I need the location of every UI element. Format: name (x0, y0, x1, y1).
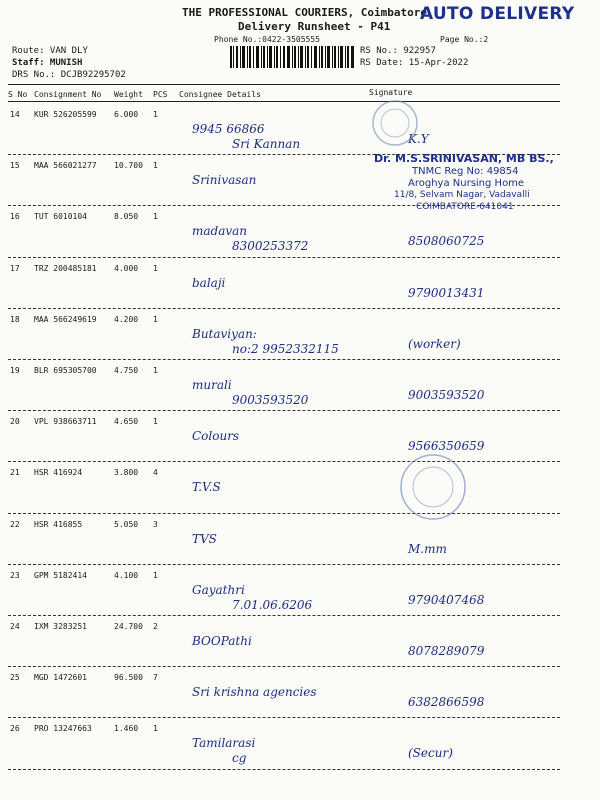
row-pcs: 1 (153, 417, 158, 427)
row-weight: 4.750 (114, 366, 139, 375)
row-divider (8, 615, 560, 616)
row-divider (8, 257, 560, 258)
row-divider (8, 769, 560, 770)
row-consignment: VPL 938663711 (34, 417, 97, 427)
consignee-handwritten-2: Sri Kannan (232, 137, 301, 151)
row-sno: 26 (10, 724, 20, 734)
row-divider (8, 513, 560, 514)
row-divider (8, 564, 560, 565)
signature-handwritten: 6382866598 (408, 695, 485, 710)
doctor-stamp (372, 148, 572, 218)
consignee-handwritten: Gayathri (192, 582, 245, 597)
row-sno: 16 (10, 212, 20, 222)
row-pcs: 3 (153, 519, 158, 529)
row-weight: 3.800 (114, 468, 139, 478)
row-sno: 19 (10, 366, 20, 375)
rs-date: RS Date: 15-Apr-2022 (360, 58, 469, 68)
consignee-handwritten-2: 8300253372 (232, 239, 309, 254)
row-sno: 17 (10, 263, 20, 273)
col-weight: Weight (114, 90, 143, 99)
row-consignment: TUT 6010104 (34, 212, 87, 222)
row-pcs: 1 (153, 724, 158, 734)
row-divider (8, 717, 560, 718)
consignee-handwritten: Tamilarasi (192, 736, 256, 751)
signature-handwritten: (worker) (408, 336, 461, 351)
row-pcs: 2 (153, 622, 158, 631)
stamp-line-1: Dr. M.S.SRINIVASAN, MB BS., (374, 152, 554, 165)
row-divider (8, 308, 560, 309)
row-divider (8, 410, 560, 411)
row-sno: 18 (10, 314, 20, 324)
row-divider (8, 461, 560, 462)
row-consignment: MGD 1472601 (34, 673, 87, 683)
stamp-line-4: 11/8, Selvam Nagar, Vadavalli (394, 190, 530, 200)
row-sno: 14 (10, 110, 20, 119)
consignee-handwritten: BOOPathi (192, 634, 252, 648)
row-sno: 22 (10, 519, 20, 529)
row-weight: 6.000 (114, 110, 139, 119)
stamp-line-5: COIMBATORE-641041 (416, 202, 514, 212)
row-pcs: 1 (153, 366, 158, 375)
staff: Staff: MUNISH (12, 58, 83, 68)
signature-handwritten: 9003593520 (408, 388, 485, 402)
col-consignee: Consignee Details (179, 90, 261, 99)
consignee-handwritten: T.V.S (192, 480, 221, 495)
row-pcs: 1 (153, 161, 158, 171)
header-rule-top (8, 84, 560, 85)
row-sno: 21 (10, 468, 20, 478)
row-consignment: HSR 416855 (34, 519, 83, 529)
signature-handwritten: 9790407468 (408, 592, 485, 607)
row-weight: 10.700 (114, 161, 143, 171)
consignee-handwritten: Colours (192, 429, 240, 444)
stamp-line-2: TNMC Reg No: 49854 (412, 166, 519, 177)
row-pcs: 1 (153, 314, 158, 324)
row-sno: 25 (10, 673, 20, 683)
phone-number: Phone No.:0422-3505555 (214, 35, 320, 44)
runsheet-title: Delivery Runsheet - P41 (238, 20, 391, 33)
row-sno: 20 (10, 417, 20, 427)
row-sno: 23 (10, 570, 20, 580)
stamp-line-3: Aroghya Nursing Home (408, 178, 525, 189)
signature-handwritten: 8508060725 (408, 234, 485, 249)
consignee-handwritten: balaji (192, 275, 226, 290)
row-divider (8, 666, 560, 667)
row-weight: 4.200 (114, 314, 139, 324)
row-pcs: 4 (153, 468, 158, 478)
signature-handwritten: 9790013431 (408, 285, 485, 300)
header-rule-bottom (8, 101, 560, 102)
row-consignment: MAA 566249619 (34, 314, 97, 324)
company-title: THE PROFESSIONAL COURIERS, Coimbatore (182, 6, 428, 19)
signature-handwritten: 9566350659 (408, 439, 485, 454)
consignee-handwritten: Sri krishna agencies (192, 685, 317, 700)
row-weight: 4.650 (114, 417, 139, 427)
page-number: Page No.:2 (440, 35, 489, 44)
row-consignment: TRZ 200485181 (34, 263, 97, 273)
row-weight: 5.050 (114, 519, 139, 529)
row-weight: 4.100 (114, 570, 139, 580)
consignee-handwritten-2: 9003593520 (232, 393, 309, 407)
row-pcs: 7 (153, 673, 158, 683)
row-sno: 15 (10, 161, 20, 171)
row-divider (8, 359, 560, 360)
consignee-handwritten: Srinivasan (192, 173, 257, 188)
row-consignment: MAA 566021277 (34, 161, 97, 171)
row-pcs: 1 (153, 110, 158, 119)
row-consignment: IXM 3283251 (34, 622, 87, 631)
row-consignment: KUR 526205599 (34, 110, 97, 119)
col-signature: Signature (369, 88, 413, 97)
row-consignment: PRO 13247663 (34, 724, 92, 734)
barcode (230, 46, 354, 68)
route: Route: VAN DLY (12, 46, 88, 56)
row-weight: 24.700 (114, 622, 143, 631)
col-pcs: PCS (153, 90, 168, 99)
consignee-handwritten-2: no:2 9952332115 (232, 341, 339, 356)
consignee-handwritten: TVS (192, 531, 217, 546)
round-seal-icon (370, 98, 420, 148)
rs-number: RS No.: 922957 (360, 46, 436, 56)
signature-handwritten: (Secur) (408, 746, 453, 761)
row-consignment: GPM 5182414 (34, 570, 87, 580)
row-weight: 8.050 (114, 212, 139, 222)
drs-number: DRS No.: DCJB92295702 (12, 70, 126, 80)
consignee-handwritten: 9945 66866 (192, 122, 265, 136)
consignee-handwritten-2: cg (232, 751, 247, 766)
round-seal-icon-2 (398, 452, 468, 522)
consignee-handwritten: madavan (192, 224, 248, 239)
row-weight: 4.000 (114, 263, 139, 273)
auto-delivery-stamp: AUTO DELIVERY (420, 4, 575, 24)
row-pcs: 1 (153, 570, 158, 580)
signature-handwritten: K.Y (408, 132, 429, 146)
consignee-handwritten: murali (192, 378, 232, 392)
consignee-handwritten-2: 7.01.06.6206 (232, 597, 313, 612)
row-sno: 24 (10, 622, 20, 631)
row-weight: 96.500 (114, 673, 143, 683)
row-pcs: 1 (153, 212, 158, 222)
signature-handwritten: 8078289079 (408, 644, 485, 658)
row-pcs: 1 (153, 263, 158, 273)
consignee-handwritten: Butaviyan: (192, 326, 257, 341)
row-consignment: HSR 416924 (34, 468, 83, 478)
row-weight: 1.460 (114, 724, 139, 734)
signature-handwritten: M.mm (408, 541, 447, 556)
col-sno: S No (8, 90, 28, 99)
row-consignment: BLR 695305700 (34, 366, 97, 375)
col-consignment: Consignment No (34, 90, 102, 99)
